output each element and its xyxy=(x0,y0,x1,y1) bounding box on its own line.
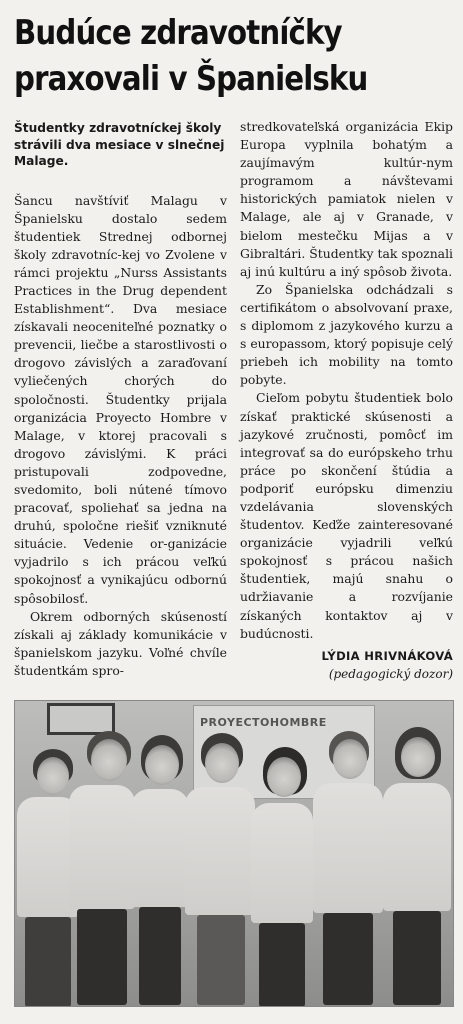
author-name: LÝDIA HRIVNÁKOVÁ xyxy=(321,648,453,663)
paragraph: Zo Španielska odchádzali s certifikátom o absolvovaní praxe, s diplomom z jazykového kurzu a s europassom, ktorý popisuje celý priebeh ich mobility na tomto pobyte. xyxy=(240,281,453,388)
paragraph: Okrem odborných skúseností získali aj základy komunikácie v španielskom jazyku. Voľné chvíle študentkám spro- xyxy=(14,608,227,678)
author-role: (pedagogický dozor) xyxy=(328,666,453,681)
headline-line-1: Budúce zdravotníčky xyxy=(14,13,342,53)
student-figure xyxy=(127,735,191,1007)
student-figure xyxy=(183,733,257,1007)
paragraph: Cieľom pobytu študentiek bolo získať praktické skúsenosti a jazykové zručnosti, pomôcť im integrovať sa do európskeho trhu práce po skončení štúdia a podporiť európsku dimenziu vzdelávania slovenských študentov. Keďže zainteresované organizácie vyjadrili veľkú spokojnosť s prácou našich študentiek, majú snahu o udržiavanie a rozvíjanie získaných kontaktov aj v budúcnosti. xyxy=(240,390,453,641)
article-headline xyxy=(14,10,392,102)
group-photo xyxy=(14,700,454,1007)
banner-text: PROYECTOHOMBRE xyxy=(200,716,327,729)
student-figure xyxy=(311,731,385,1007)
right-column xyxy=(240,118,453,683)
student-figure xyxy=(249,747,315,1007)
paragraph: Šancu navštíviť Malagu v Španielsku dostalo sedem študentiek Strednej odbornej školy zdravotníc-kej vo Zvolene v rámci projektu „Nurss Assistants Practices in the Drug dependent Establishment“. Dva mesiace získavali neoceniteľné poznatky o prevencii, liečbe a starostlivosti o drogovo závislých a zaraďovaní vyliečených chorých do spoločnosti. Študentky prijala organizácia Proyecto Hombre v Malage, v ktorej pracovali s drogovo závislými. K práci pristupovali zodpovedne, svedomito, boli nútené tímovo pracovať, spoliehať sa jedna na druhú, spoločne riešiť vzniknuté situácie. Vedenie or-ganizácie vyjadrilo s ich prácou veľkú spokojnosť a vynikajúcu odbornú spôsobilosť. xyxy=(14,192,227,606)
headline-line-2: praxovali v Španielsku xyxy=(14,59,368,99)
article-lead: Študentky zdravotníckej školy strávili dva mesiace v slnečnej Malage. xyxy=(14,121,225,168)
student-figure xyxy=(381,727,453,1007)
paragraph: stredkovateľská organizácia Ekip Europa vyplnila bohatým a zaujímavým kultúr-nym programom a návštevami historických pamiatok nielen v Malage, ale aj v Granade, v bielom mestečku Mijas a v Gibraltári. Študentky tak spoznali aj inú kultúru a iný spôsob života. xyxy=(240,119,453,279)
left-column xyxy=(14,120,227,680)
